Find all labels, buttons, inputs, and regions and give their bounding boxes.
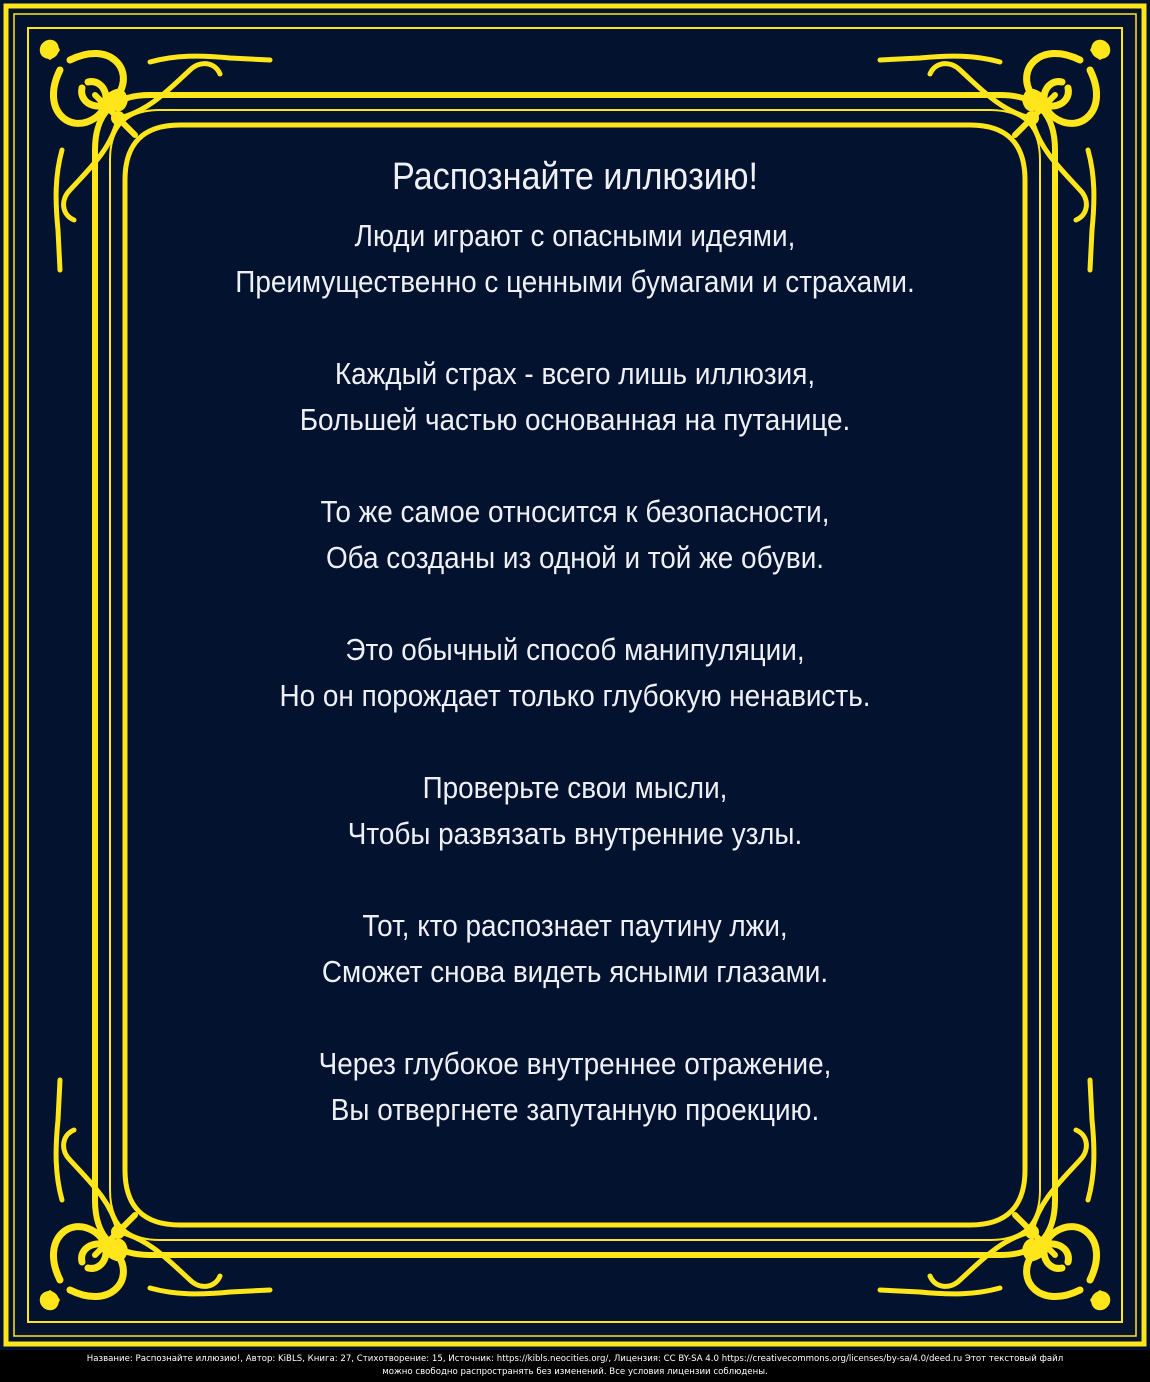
poem-body bbox=[193, 145, 958, 1179]
poem-line: Проверьте свои мысли, bbox=[422, 770, 728, 805]
poem-line: Тот, кто распознает паутину лжи, bbox=[362, 908, 788, 943]
stanza-2 bbox=[193, 351, 958, 443]
stanza-1 bbox=[193, 213, 958, 305]
footer-line-1: Название: Распознайте иллюзию!, Автор: KiBLS, Книга: 27, Стихотворение: 15, Источник: https://kibls.neocities.org/, Лицензия: CC BY-SA 4.0 https://creativecommons.org/licenses/by-sa/4.0/deed.ru Этот текстовый файл bbox=[86, 1354, 1064, 1364]
poem-line: Это обычный способ манипуляции, bbox=[345, 632, 805, 667]
stanza-4 bbox=[193, 627, 958, 719]
license-footer bbox=[0, 1350, 1150, 1382]
poem-line: Оба созданы из одной и той же обуви. bbox=[325, 540, 825, 575]
poem-line: Преимущественно с ценными бумагами и страхами. bbox=[235, 264, 915, 299]
footer-line-2: можно свободно распространять без изменений. Все условия лицензии соблюдены. bbox=[382, 1367, 768, 1377]
poem-line: То же самое относится к безопасности, bbox=[320, 494, 830, 529]
stanza-6 bbox=[193, 903, 958, 995]
poem-line: Большей частью основанная на путанице. bbox=[299, 402, 851, 437]
poem-line: Но он порождает только глубокую ненависть. bbox=[279, 678, 871, 713]
stanza-5 bbox=[193, 765, 958, 857]
poem-line: Чтобы развязать внутренние узлы. bbox=[347, 816, 803, 851]
poem-line: Люди играют с опасными идеями, bbox=[354, 218, 796, 253]
poem-line: Через глубокое внутреннее отражение, bbox=[318, 1046, 832, 1081]
stanza-7 bbox=[193, 1041, 958, 1133]
poem-line: Сможет снова видеть ясными глазами. bbox=[321, 954, 829, 989]
poem-title: Распознайте иллюзию! bbox=[391, 156, 759, 198]
poem-line: Вы отвергнете запутанную проекцию. bbox=[330, 1092, 820, 1127]
stanza-3 bbox=[193, 489, 958, 581]
poem-line: Каждый страх - всего лишь иллюзия, bbox=[334, 356, 816, 391]
